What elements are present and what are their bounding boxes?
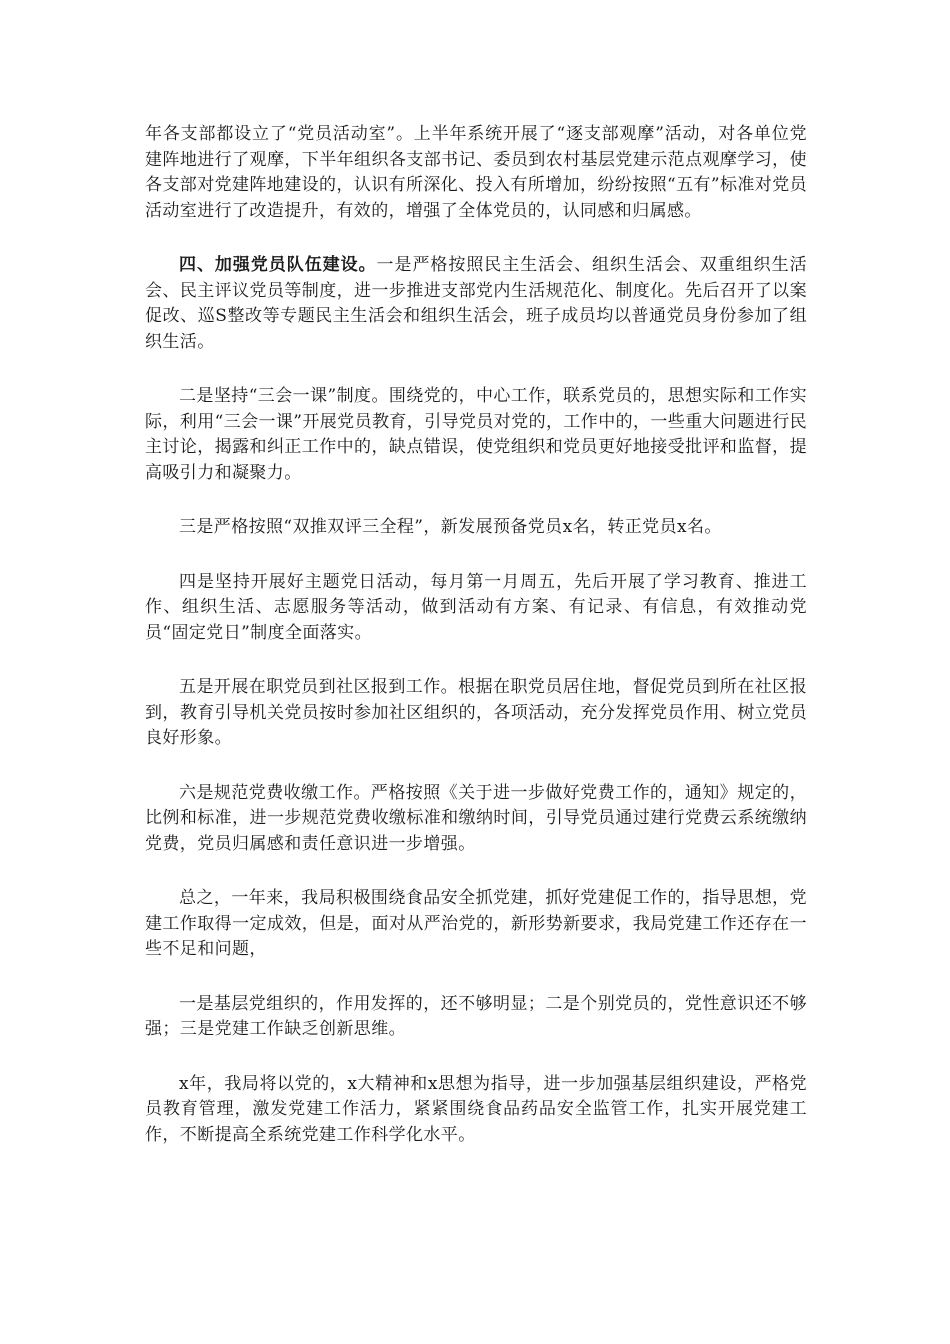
paragraph-text: x年，我局将以党的，x大精神和x思想为指导，进一步加强基层组织建设，严格党员教育管理，激发党建工作活力，紧紧围绕食品药品安全监管工作，扎实开展党建工作，不断提高全系统党建工作科学化水平。: [145, 1073, 807, 1145]
paragraph-party-dues: [145, 781, 807, 858]
paragraph-text: 年各支部都设立了“党员活动室”。上半年系统开展了“逐支部观摩”活动，对各单位党建阵地进行了观摩，下半年组织各支部书记、委员到农村基层党建示范点观摩学习，使各支部对党建阵地建设的，认识有所深化、投入有所增加，纷纷按照“五有”标准对党员活动室进行了改造提升，有效的，增强了全体党员的，认同感和归属感。: [145, 124, 807, 221]
document-page: [145, 122, 807, 1148]
paragraph-text: 四是坚持开展好主题党日活动，每月第一月周五，先后开展了学习教育、推进工作、组织生活、志愿服务等活动，做到活动有方案、有记录、有信息，有效推动党员“固定党日”制度全面落实。: [145, 571, 807, 643]
section-heading: 四、加强党员队伍建设。: [179, 255, 377, 275]
paragraph-text: 一是基层党组织的，作用发挥的，还不够明显；二是个别党员的，党性意识还不够强；三是党建工作缺乏创新思维。: [145, 993, 807, 1039]
paragraph-text: 总之，一年来，我局积极围绕食品安全抓党建，抓好党建促工作的，指导思想，党建工作取得一定成效，但是，面对从严治党的，新形势新要求，我局党建工作还存在一些不足和问题，: [145, 888, 807, 959]
paragraph-community-report: [145, 675, 807, 752]
paragraph-text: 一是严格按照民主生活会、组织生活会、双重组织生活会、民主评议党员等制度，进一步推进支部党内生活规范化、制度化。先后召开了以案促改、巡S整改等专题民主生活会和组织生活会，班子成员均以普通党员身份参加了组织生活。: [145, 255, 807, 352]
paragraph-problems: [145, 992, 807, 1043]
paragraph-next-year-plan: [145, 1072, 807, 1149]
paragraph-text: 六是规范党费收缴工作。严格按照《关于进一步做好党费工作的，通知》规定的，比例和标准，进一步规范党费收缴标准和缴纳时间，引导党员通过建行党费云系统缴纳党费，党员归属感和责任意识进一步增强。: [145, 782, 807, 854]
paragraph-text: 三是严格按照“双推双评三全程”，新发展预备党员x名，转正党员x名。: [179, 517, 722, 537]
paragraph-text: 二是坚持“三会一课”制度。围绕党的，中心工作，联系党员的，思想实际和工作实际，利用“三会一课”开展党员教育，引导党员对党的，工作中的，一些重大问题进行民主讨论，揭露和纠正工作中的，缺点错误，使党组织和党员更好地接受批评和监督，提高吸引力和凝聚力。: [145, 386, 807, 483]
paragraph-new-members: [145, 515, 807, 541]
paragraph-text: 五是开展在职党员到社区报到工作。根据在职党员居住地，督促党员到所在社区报到，教育引导机关党员按时参加社区组织的，各项活动，充分发挥党员作用、树立党员良好形象。: [145, 677, 807, 748]
paragraph-team-building: [145, 253, 807, 355]
paragraph-summary: [145, 886, 807, 963]
paragraph-party-day: [145, 570, 807, 647]
paragraph-three-meetings: [145, 384, 807, 486]
paragraph-party-activity-room: [145, 122, 807, 224]
